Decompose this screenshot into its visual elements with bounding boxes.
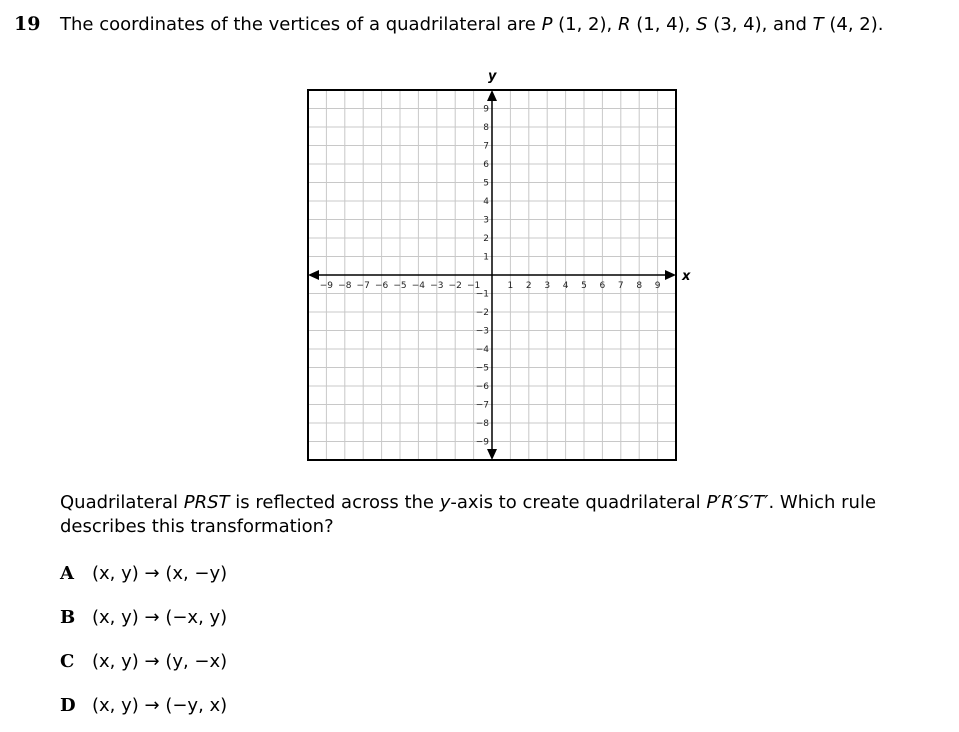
x-tick-label: −3 — [430, 281, 444, 291]
x-tick-label: −8 — [338, 281, 352, 291]
y-tick-label: −4 — [475, 345, 489, 355]
y-axis-arrow-down — [487, 449, 497, 460]
italic-variable: P — [541, 14, 553, 35]
y-tick-label: −2 — [475, 308, 489, 318]
y-tick-label: 2 — [483, 234, 489, 244]
text-run: (4, 2). — [823, 14, 884, 35]
text-run: (3, 4), and — [707, 14, 813, 35]
text-run: Quadrilateral — [60, 492, 184, 513]
y-tick-label: 1 — [483, 252, 489, 263]
y-tick-label: 5 — [483, 178, 489, 189]
y-tick-label: −5 — [475, 363, 489, 374]
option-text: (x, y) → (−y, x) — [92, 695, 228, 716]
x-tick-label: 8 — [636, 281, 643, 291]
y-tick-label: −9 — [475, 437, 489, 448]
y-tick-label: −1 — [475, 289, 489, 300]
x-tick-label: −1 — [466, 281, 481, 291]
italic-variable: T — [812, 14, 824, 35]
x-tick-label: 1 — [507, 281, 514, 291]
x-tick-label: −9 — [319, 281, 334, 291]
x-tick-label: −5 — [393, 281, 407, 291]
x-axis-arrow-left — [308, 270, 319, 280]
x-tick-label: −6 — [374, 281, 389, 291]
italic-variable: S — [696, 14, 708, 35]
x-tick-label: 5 — [581, 281, 587, 291]
option-text: (x, y) → (x, −y) — [92, 563, 228, 584]
y-tick-label: −8 — [475, 419, 489, 429]
option-letter: B — [60, 607, 76, 628]
y-tick-label: −3 — [475, 326, 489, 337]
question-prompt — [60, 491, 950, 539]
italic-variable: y — [439, 492, 451, 513]
option-letter: C — [60, 651, 75, 672]
y-tick-label: −7 — [475, 400, 489, 411]
y-tick-label: 6 — [483, 160, 489, 170]
text-run: (1, 4), — [630, 14, 697, 35]
option-c[interactable] — [60, 651, 227, 672]
y-tick-label: 3 — [483, 215, 489, 226]
option-letter: A — [60, 563, 74, 584]
text-run: The coordinates of the vertices of a quadrilateral are — [60, 14, 542, 35]
y-axis-arrow-up — [487, 90, 497, 101]
y-tick-label: 9 — [483, 104, 489, 115]
x-tick-label: 3 — [544, 281, 551, 291]
text-run: -axis to create quadrilateral — [450, 492, 707, 513]
x-tick-label: −2 — [448, 281, 462, 291]
x-axis-label: x — [682, 269, 691, 284]
x-tick-label: 2 — [525, 281, 532, 291]
y-axis-label: y — [488, 69, 497, 84]
italic-variable: P′R′S′T′ — [706, 492, 769, 513]
x-tick-label: 4 — [562, 281, 569, 291]
x-tick-label: 7 — [617, 281, 624, 291]
y-tick-label: 4 — [483, 197, 489, 207]
x-axis-arrow-right — [665, 270, 676, 280]
text-run: is reflected across the — [229, 492, 440, 513]
option-a[interactable] — [60, 563, 227, 584]
y-tick-label: −6 — [475, 382, 489, 392]
y-tick-label: 8 — [483, 123, 489, 133]
italic-variable: PRST — [183, 492, 230, 513]
y-tick-label: 7 — [483, 141, 489, 152]
option-text: (x, y) → (−x, y) — [92, 607, 228, 628]
option-d[interactable] — [60, 695, 227, 716]
x-tick-label: −4 — [411, 281, 426, 291]
x-tick-label: 6 — [599, 281, 606, 291]
text-run: . Which rule describes this transformation? — [60, 492, 877, 537]
option-text: (x, y) → (y, −x) — [92, 651, 228, 672]
text-run: (1, 2), — [552, 14, 618, 35]
option-b[interactable] — [60, 607, 227, 628]
question-number: 19 — [14, 13, 41, 35]
option-letter: D — [60, 695, 76, 716]
x-tick-label: −7 — [356, 281, 370, 291]
italic-variable: R — [617, 14, 631, 35]
x-tick-label: 9 — [654, 281, 661, 291]
